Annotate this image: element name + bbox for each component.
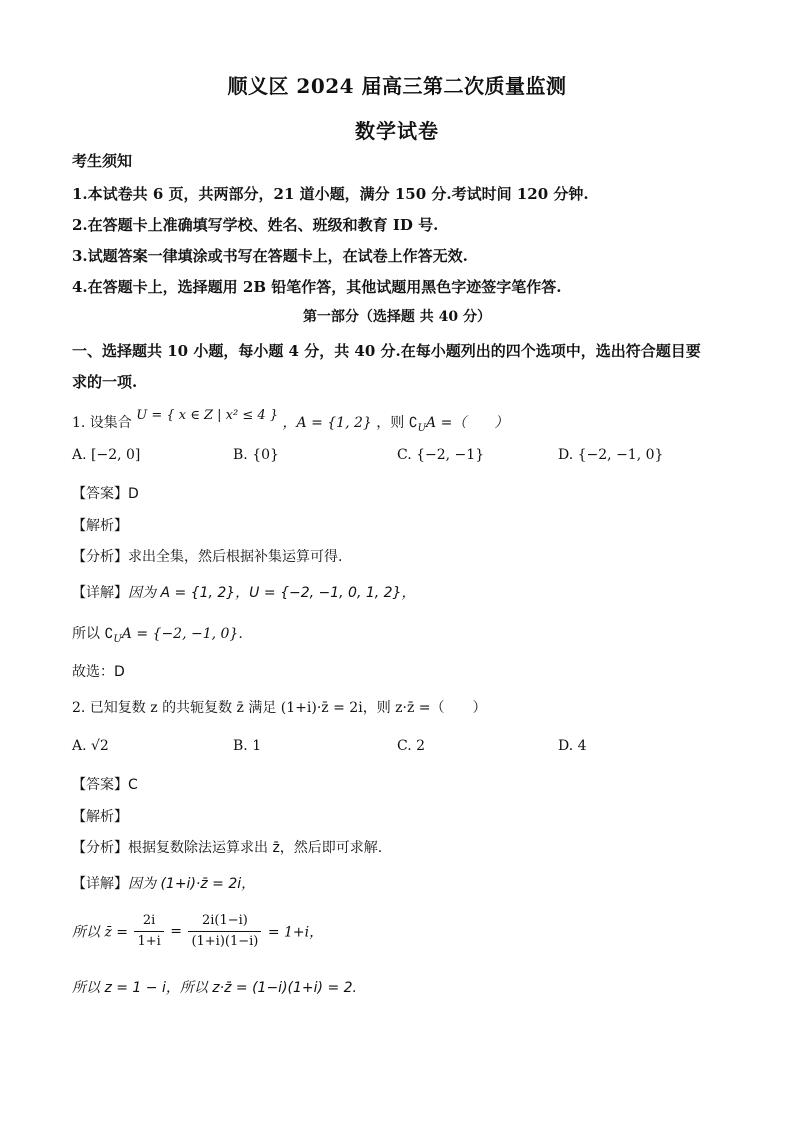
question-1-option-d: D. {−2, −1, 0}	[558, 447, 664, 463]
question-2-stem: 2. 已知复数 z 的共轭复数 z̄ 满足 (1+i)·z̄ = 2i，则 z·z̄ =（ ）	[72, 700, 487, 716]
question-1-answer	[72, 483, 139, 503]
answer-value: D	[128, 486, 139, 502]
fenxi-text: 根据复数除法运算求出 z̄，然后即可求解.	[128, 840, 383, 856]
fraction-1-denominator: 1+i	[137, 934, 161, 949]
question-1-stem	[72, 408, 509, 434]
question-2-option-c: C. 2	[397, 738, 426, 754]
notice-item-2: 2.在答题卡上准确填写学校、姓名、班级和教育 ID 号.	[72, 216, 439, 234]
question-2-xiangjie	[72, 873, 255, 893]
xiangjie-text: 因为 (1+i)·z̄ = 2i，	[128, 876, 256, 892]
fraction-2-denominator: (1+i)(1−i)	[191, 934, 259, 949]
question-1-guxuan: 故选：D	[72, 664, 125, 680]
fraction-2-numerator: 2i(1−i)	[188, 913, 261, 932]
suoyi-prefix: 所以 ∁	[72, 626, 114, 642]
question-1-suoyi	[72, 623, 243, 645]
fraction-line-prefix: 所以 z̄ =	[72, 924, 129, 941]
question-1-option-c: C. {−2, −1}	[397, 447, 485, 463]
question-1-option-b: B. {0}	[233, 447, 279, 463]
question-2-final: 所以 z = 1 − i，所以 z·z̄ = (1−i)(1+i) = 2.	[72, 980, 357, 996]
question-2-option-d: D. 4	[558, 738, 587, 754]
part1-heading: 第一部分（选择题 共 40 分）	[302, 309, 492, 325]
answer-tag: 【答案】	[72, 486, 128, 502]
question-2-fenxi	[72, 837, 382, 857]
question-2-option-b: B. 1	[233, 738, 262, 754]
question-1-analysis-tag: 【解析】	[72, 518, 128, 534]
equals-sign: =	[170, 923, 182, 940]
fenxi-tag: 【分析】	[72, 840, 128, 856]
question-1-option-a: A. [−2, 0]	[72, 447, 141, 463]
notice-heading: 考生须知	[72, 152, 133, 170]
question-1-complement: ，则 ∁	[376, 415, 418, 431]
question-1-prefix: 1. 设集合	[72, 415, 132, 431]
question-1-xiangjie	[72, 582, 415, 602]
question-1-end: A =（ ）	[426, 415, 509, 431]
exam-title: 顺义区 2024 届高三第二次质量监测	[227, 74, 567, 98]
xiangjie-tag: 【详解】	[72, 876, 128, 892]
notice-item-1: 1.本试卷共 6 页，共两部分，21 道小题，满分 150 分.考试时间 120 分钟.	[72, 185, 589, 203]
fenxi-tag: 【分析】	[72, 549, 128, 565]
question-1-set-a: ，A = {1, 2}	[282, 415, 372, 431]
fraction-2i-over-1plusi	[134, 913, 163, 950]
fraction-line-end: = 1+i，	[267, 924, 324, 941]
xiangjie-text: 因为 A = {1, 2}，U = {−2, −1, 0, 1, 2}，	[128, 585, 416, 601]
suoyi-sub: U	[113, 633, 122, 645]
answer-value: C	[128, 777, 138, 793]
question-2-option-a: A. √2	[72, 738, 109, 754]
fraction-1-numerator: 2i	[134, 913, 163, 932]
question-2-answer	[72, 774, 138, 794]
question-1-set-u: U = { x ∈ Z | x² ≤ 4 }	[136, 408, 279, 423]
exam-subtitle: 数学试卷	[355, 119, 439, 143]
section-instruction-line2: 求的一项.	[72, 373, 138, 391]
fenxi-text: 求出全集，然后根据补集运算可得.	[128, 549, 343, 565]
xiangjie-tag: 【详解】	[72, 585, 128, 601]
section-instruction-line1: 一、选择题共 10 小题，每小题 4 分，共 40 分.在每小题列出的四个选项中，选出符合题目要	[72, 342, 701, 360]
fraction-expanded	[188, 913, 261, 950]
answer-tag: 【答案】	[72, 777, 128, 793]
question-2-fraction-line	[72, 913, 323, 950]
notice-item-4: 4.在答题卡上，选择题用 2B 铅笔作答，其他试题用黑色字迹签字笔作答.	[72, 278, 562, 296]
question-2-analysis-tag: 【解析】	[72, 809, 128, 825]
question-1-complement-sub: U	[417, 422, 427, 434]
question-1-fenxi	[72, 546, 342, 566]
notice-item-3: 3.试题答案一律填涂或书写在答题卡上，在试卷上作答无效.	[72, 247, 468, 265]
suoyi-end: A = {−2, −1, 0}.	[121, 626, 243, 642]
